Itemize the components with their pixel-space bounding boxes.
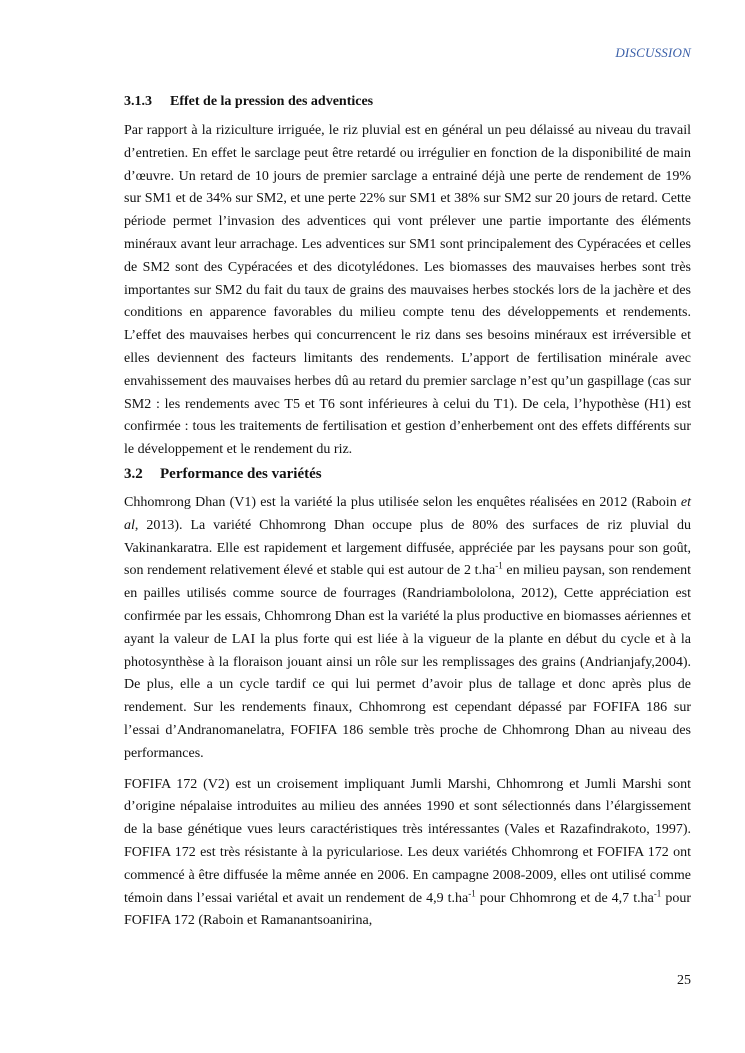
section-heading-3-1-3	[124, 92, 691, 112]
text-run: pour FOFIFA 172 (Raboin et Ramanantsoanirina,	[124, 890, 691, 929]
section-heading-3-2	[124, 464, 691, 484]
section-number: 3.2	[124, 465, 143, 482]
section-number: 3.1.3	[124, 94, 152, 109]
section-title: Effet de la pression des adventices	[170, 94, 374, 109]
text-run: , 2013). La variété Chhomrong Dhan occupe plus de 80% des surfaces de riz pluvial du Vakinankaratra. Elle est rapidement et largement diffusée, appréciée par les paysans pour son goût, son rendement relativement élevé et stable qui est autour de 2 t.ha	[124, 517, 691, 579]
page-body	[124, 92, 691, 933]
paragraph-fofifa-172	[124, 774, 691, 934]
superscript: -1	[468, 887, 476, 898]
text-run: Chhomrong Dhan (V1) est la variété la plus utilisée selon les enquêtes réalisées en 2012 (Raboin	[124, 494, 681, 510]
text-run: FOFIFA 172 (V2) est un croisement impliquant Jumli Marshi, Chhomrong et Jumli Marshi sont d’origine népalaise introduites au milieu des années 1990 et sont sélectionnés dans l’élargissement de la base génétique vues leurs caractéristiques très intéressantes (Vales et Razafindrakoto, 1997). FOFIFA 172 est très résistante à la pyriculariose. Les deux variétés Chhomrong et FOFIFA 172 ont commencé à être diffusée la même année en 2006. En campagne 2008-2009, elles ont utilisé comme témoin dans l’essai variétal et avait un rendement de 4,9 t.ha	[124, 776, 691, 906]
italic-et-al: et al	[124, 494, 691, 533]
paragraph-chhomrong	[124, 492, 691, 766]
paragraph-adventices: Par rapport à la riziculture irriguée, le riz pluvial est en général un peu délaissé au niveau du travail d’entretien. En effet le sarclage peut être retardé ou irrégulier en fonction de la disponibilité de main d’œuvre. Un retard de 10 jours de premier sarclage a entrainé déjà une perte de rendement de 19% sur SM1 et de 34% sur SM2, et une perte 22% sur SM1 et 38% sur SM2 sur 20 jours de retard. Cette période permet l’invasion des adventices qui vont prélever une partie importante des éléments minéraux avant leur arrachage. Les adventices sur SM1 sont principalement des Cypéracées et celles de SM2 sont des Cypéracées et des dicotylédones. Les biomasses des mauvaises herbes sont très importantes sur SM2 du fait du taux de grains des mauvaises herbes stockés lors de la jachère et des conditions en apparence favorables du milieu compte tenu des développements et rendements. L’effet des mauvaises herbes qui concurrencent le riz dans ses besoins minéraux est irréversible et elles deviennent des facteurs limitants des rendements. L’apport de fertilisation minérale avec envahissement des mauvaises herbes dû au retard du premier sarclage n’est qu’un gaspillage (cas sur SM2 : les rendements avec T5 et T6 sont inférieures à celui du T1). De cela, l’hypothèse (H1) est confirmée : tous les traitements de fertilisation et gestion d’enherbement ont des effets différents sur le développement et le rendement du riz.	[124, 123, 691, 458]
text-run: pour Chhomrong et de 4,7 t.ha	[475, 890, 654, 906]
text-run: en milieu paysan, son rendement en pailles utilisés comme source de fourrages (Randriambololona, 2012), Cette appréciation est confirmée par les essais, Chhomrong Dhan est la variété la plus productive en biomasses aériennes et ayant la valeur de LAI la plus forte qui est liée à la vigueur de la plante en début du cycle et à la photosynthèse à la floraison jouant ainsi un rôle sur les remplissages des grains (Andrianjafy,2004). De plus, elle a un cycle tardif ce qui lui permet d’avoir plus de tallage et donc après plus de rendement. Sur les rendements finaux, Chhomrong est cependant dépassé par FOFIFA 186 sur l’essai d’Andranomanelatra, FOFIFA 186 semble très proche de Chhomrong Dhan au niveau des performances.	[124, 563, 691, 761]
section-title: Performance des variétés	[160, 465, 322, 482]
superscript: -1	[495, 560, 503, 571]
superscript: -1	[653, 887, 662, 898]
page-number: 25	[677, 973, 691, 988]
running-head: DISCUSSION	[615, 45, 691, 60]
